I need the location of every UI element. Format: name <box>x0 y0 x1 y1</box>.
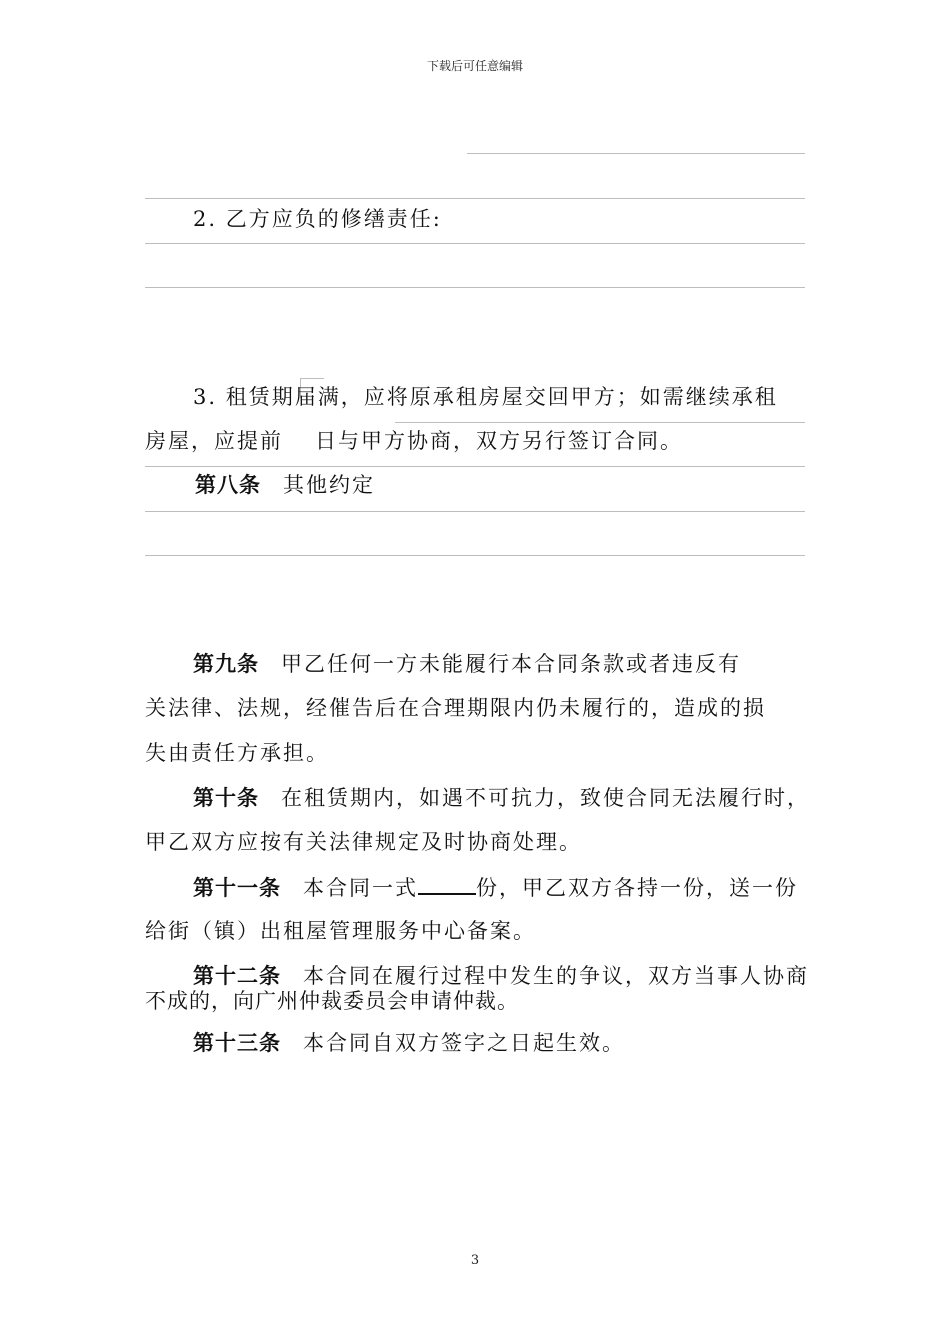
page-number: 3 <box>470 1253 480 1268</box>
fill-line <box>145 243 805 244</box>
article-13 <box>193 1027 625 1057</box>
article-8-text: 其他约定 <box>283 473 375 497</box>
article-10-line1 <box>193 782 810 812</box>
clause7-item3-line2-a: 房屋，应提前 <box>145 429 283 453</box>
article-12-line2: 不成的，向广州仲裁委员会申请仲裁。 <box>145 989 519 1013</box>
clause7-item3-line1: 3. 租赁期届满，应将原承租房屋交回甲方；如需继续承租 <box>193 385 778 409</box>
fill-line <box>145 511 805 512</box>
clause7-item3-line2 <box>145 425 683 455</box>
fill-line <box>145 198 805 199</box>
fill-line <box>467 153 805 154</box>
article-11-line2: 给街（镇）出租屋管理服务中心备案。 <box>145 919 536 943</box>
copies-blank <box>418 875 476 895</box>
fill-line <box>145 466 805 467</box>
article-13-title: 第十三条 <box>193 1031 281 1055</box>
article-9-line2: 关法律、法规，经催告后在合理期限内仍未履行的，造成的损 <box>145 696 766 720</box>
clause7-item3-line2-b: 日与甲方协商，双方另行签订合同。 <box>315 429 683 453</box>
article-12-text: 本合同在履行过程中发生的争议，双方当事人协商 <box>303 964 809 988</box>
article-11-text-b: 份，甲乙双方各持一份，送一份 <box>476 876 798 900</box>
article-9-line3: 失由责任方承担。 <box>145 741 329 765</box>
clause7-item2: 2. 乙方应负的修缮责任: <box>193 207 442 231</box>
article-10-line2: 甲乙双方应按有关法律规定及时协商处理。 <box>145 830 582 854</box>
article-9-title: 第九条 <box>193 652 259 676</box>
article-11-text-a: 本合同一式 <box>303 876 418 900</box>
fill-line <box>395 422 805 423</box>
article-8-title: 第八条 <box>195 473 261 497</box>
article-10-text: 在租赁期内，如遇不可抗力，致使合同无法履行时， <box>281 786 810 810</box>
article-13-text: 本合同自双方签字之日起生效。 <box>303 1031 625 1055</box>
edit-mark <box>300 378 324 379</box>
fill-line <box>145 555 805 556</box>
article-8 <box>195 469 375 499</box>
page-header: 下载后可任意编辑 <box>426 59 523 73</box>
article-11-line1 <box>193 872 798 902</box>
article-9-line1 <box>193 648 741 678</box>
fill-line <box>145 287 805 288</box>
article-11-title: 第十一条 <box>193 876 281 900</box>
article-12-title: 第十二条 <box>193 964 281 988</box>
article-10-title: 第十条 <box>193 786 259 810</box>
article-9-text: 甲乙任何一方未能履行本合同条款或者违反有 <box>281 652 741 676</box>
